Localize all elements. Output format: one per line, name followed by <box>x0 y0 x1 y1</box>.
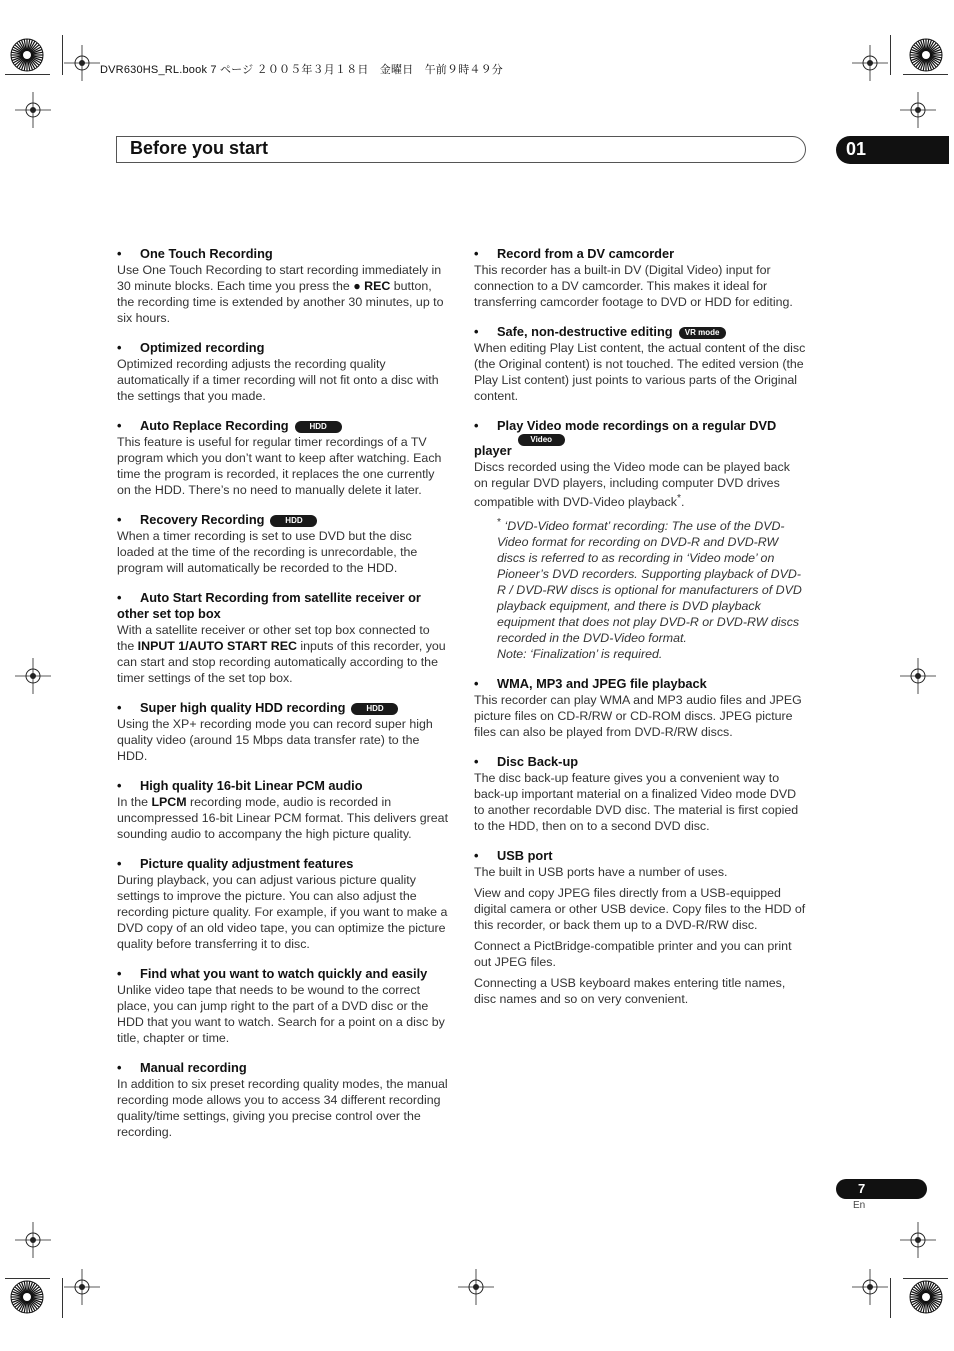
feature-section <box>117 778 450 842</box>
feature-heading-text: Auto Replace Recording <box>140 418 289 433</box>
feature-heading <box>117 700 450 716</box>
bold-term: INPUT 1/AUTO START REC <box>137 639 297 653</box>
bold-term: ● REC <box>353 279 391 293</box>
chapter-number: 01 <box>846 139 867 159</box>
page-number: 7 <box>858 1181 866 1196</box>
feature-section <box>117 700 450 764</box>
feature-heading <box>117 418 450 434</box>
crosshair-icon <box>15 1222 51 1258</box>
text-run: When a timer recording is set to use DVD but the disc loaded at the time of the recording is unrecordable, the program will automatically be recorded to the HDD. <box>117 529 418 575</box>
crop-line <box>903 1278 948 1279</box>
bullet-icon: • <box>117 700 122 715</box>
text-run: This recorder can play WMA and MP3 audio files and JPEG picture files on CD-R/RW or CD-ROM discs. JPEG picture files can also be played from DVD-R/RW discs. <box>474 693 802 740</box>
feature-heading <box>474 246 807 262</box>
feature-description <box>474 864 807 880</box>
feature-section <box>474 246 807 310</box>
feature-heading-text: Disc Back-up <box>497 754 579 770</box>
crosshair-icon <box>900 92 936 128</box>
mode-badge: Video mode <box>518 434 565 446</box>
feature-heading <box>117 590 450 622</box>
starburst-icon <box>10 1280 44 1319</box>
crosshair-icon <box>458 1269 494 1305</box>
text-run: In the <box>117 795 152 809</box>
feature-description <box>474 885 807 933</box>
text-run: Connecting a USB keyboard makes entering title names, disc names and so on very convenient. <box>474 976 786 1007</box>
left-column <box>117 246 450 1154</box>
feature-description <box>474 459 807 510</box>
feature-description <box>474 975 807 1007</box>
feature-description <box>117 528 450 576</box>
mode-badge: HDD <box>351 703 398 715</box>
feature-heading <box>474 676 807 692</box>
feature-description <box>474 340 807 404</box>
text-run: When editing Play List content, the actual content of the disc (the Original content) is not touched. The edited version (the Play List content) just points to various parts of the Original content. <box>474 341 806 403</box>
text-run: The disc back-up feature gives you a convenient way to back-up important material on a finalized Video mode DVD to another recordable DVD disc. The material is first copied to the HDD, then on to a second DVD disc. <box>474 771 799 834</box>
feature-heading <box>474 324 807 340</box>
feature-heading <box>117 966 450 982</box>
feature-heading-text: Super high quality HDD recording <box>140 700 346 715</box>
bold-term: LPCM <box>151 795 187 809</box>
text-run: . <box>680 495 685 510</box>
starburst-icon <box>10 38 44 77</box>
feature-description <box>117 1076 450 1140</box>
crop-line <box>5 1278 50 1279</box>
text-run: Connect a PictBridge-compatible printer and you can print out JPEG files. <box>474 939 792 970</box>
feature-description <box>117 356 450 404</box>
feature-heading-text: Auto Start Recording from satellite receiver or other set top box <box>117 590 421 621</box>
feature-heading-text: Record from a DV camcorder <box>497 246 675 261</box>
crosshair-icon <box>852 45 888 81</box>
bullet-icon: • <box>117 590 122 605</box>
text-run: In addition to six preset recording quality modes, the manual recording mode allows you to access 34 different recording quality/time settings, giving you precise control over the recording. <box>117 1077 448 1139</box>
bullet-icon: • <box>474 418 479 433</box>
crop-line <box>5 74 50 75</box>
feature-section <box>117 590 450 686</box>
text-run: button, the recording time is extended by another 30 minutes, up to six hours. <box>117 279 444 325</box>
bullet-icon: • <box>474 754 479 770</box>
feature-heading-text: WMA, MP3 and JPEG file playback <box>497 676 707 692</box>
feature-section <box>117 512 450 576</box>
feature-description <box>117 434 450 498</box>
feature-heading-text: Optimized recording <box>140 340 265 355</box>
bullet-icon: • <box>117 246 122 261</box>
book-info: DVR630HS_RL.book 7 ページ ２００５年３月１８日 金曜日 午前９時４９分 <box>100 64 504 76</box>
footnote-text: ‘DVD-Video format’ recording: The use of the DVD-Video format for recording on DVD-R and DVD-RW discs is referred to as recording in ‘Video mode’ on Pioneer’s DVD recorders. Supporting playback of DVD-R / DVD-RW discs is optional for manufacturers of DVD playback equipment, and there is DVD playback equipment that does not play DVD-R or DVD-RW discs recorded in the DVD-Video format. <box>497 519 802 646</box>
feature-section <box>117 246 450 326</box>
bullet-icon: • <box>117 778 122 793</box>
feature-description <box>474 938 807 970</box>
bullet-icon: • <box>117 512 122 527</box>
feature-description <box>117 716 450 764</box>
footnote <box>497 515 807 662</box>
bullet-icon: • <box>117 966 122 981</box>
bullet-icon: • <box>474 848 479 864</box>
text-run: Unlike video tape that needs to be wound to the correct place, you can jump right to the part of a DVD disc or the HDD that you want to watch. Search for a point on a disc by title, chapter or time. <box>117 983 445 1045</box>
feature-description <box>117 262 450 326</box>
feature-heading <box>117 340 450 356</box>
text-run: This feature is useful for regular timer recordings of a TV program which you don’t want to keep after watching. Each time the program is recorded, it replaces the one currently on the HDD. There’s no need to manually delete it later. <box>117 435 442 497</box>
feature-section <box>474 676 807 740</box>
crop-line <box>62 35 63 75</box>
mode-badge: VR mode <box>679 327 726 339</box>
feature-heading <box>117 856 450 872</box>
bullet-icon: • <box>474 676 479 692</box>
feature-section <box>474 418 807 662</box>
feature-heading <box>117 1060 450 1076</box>
feature-section <box>117 340 450 404</box>
feature-description <box>117 982 450 1046</box>
feature-heading <box>474 848 807 864</box>
feature-heading-text: Picture quality adjustment features <box>140 856 354 871</box>
mode-badge: HDD <box>270 515 317 527</box>
feature-description <box>117 794 450 842</box>
feature-heading <box>474 418 807 459</box>
starburst-icon <box>909 38 943 77</box>
crop-line <box>62 1278 63 1318</box>
feature-heading-text: Safe, non-destructive editing <box>497 324 673 339</box>
page-language: En <box>853 1200 866 1211</box>
feature-heading <box>117 512 450 528</box>
text-run: During playback, you can adjust various picture quality settings to improve the picture. You can also adjust the recording picture quality. For example, if you want to make a DVD copy of an old video tape, you can optimize the picture quality before transferring it to disc. <box>117 873 448 951</box>
text-run: Use One Touch Recording to start recording immediately in 30 minute blocks. Each time you press the <box>117 263 442 293</box>
feature-description <box>117 622 450 686</box>
feature-heading-text: Manual recording <box>140 1060 247 1075</box>
feature-section <box>474 848 807 1007</box>
page-number-tab <box>836 1179 927 1199</box>
text-run: This recorder has a built-in DV (Digital Video) input for connection to a DV camcorder. This makes it ideal for transferring camcorder footage to DVD or HDD for editing. <box>474 263 793 309</box>
crosshair-icon <box>15 92 51 128</box>
bullet-icon: • <box>117 856 122 871</box>
bullet-icon: • <box>117 1060 122 1075</box>
crosshair-icon <box>64 45 100 81</box>
feature-section <box>117 856 450 952</box>
crop-line <box>890 35 891 75</box>
text-run: The built in USB ports have a number of uses. <box>474 865 728 880</box>
bullet-icon: • <box>117 418 122 433</box>
feature-description <box>117 872 450 952</box>
footnote-note: Note: ‘Finalization’ is required. <box>497 647 663 662</box>
bullet-icon: • <box>117 340 122 355</box>
crop-line <box>903 74 948 75</box>
feature-description <box>474 692 807 740</box>
text-run: recording mode, audio is recorded in uncompressed 16-bit Linear PCM format. This delivers great sounding audio to accompany the high picture quality. <box>117 795 449 841</box>
feature-section <box>474 754 807 834</box>
feature-heading-text: One Touch Recording <box>140 246 273 261</box>
text-run: inputs of this recorder, you can start and stop recording automatically according to the timer settings of the set top box. <box>117 639 446 685</box>
bullet-icon: • <box>474 246 479 261</box>
feature-heading <box>117 246 450 262</box>
crosshair-icon <box>900 658 936 694</box>
crop-line <box>890 1278 891 1318</box>
crosshair-icon <box>900 1222 936 1258</box>
feature-section <box>474 324 807 404</box>
feature-section <box>117 966 450 1046</box>
crosshair-icon <box>64 1269 100 1305</box>
feature-heading <box>117 778 450 794</box>
feature-heading-text: USB port <box>497 848 553 864</box>
text-run: Discs recorded using the Video mode can be played back on regular DVD players, including computer DVD drives compatible with DVD-Video playback <box>474 460 790 510</box>
feature-heading-text: High quality 16-bit Linear PCM audio <box>140 778 363 793</box>
text-run: View and copy JPEG files directly from a USB-equipped digital camera or other USB device. Copy files to the HDD of this recorder, or back them up to a DVD-R/RW disc. <box>474 886 806 933</box>
starburst-icon <box>909 1280 943 1319</box>
footnote-marker: * <box>676 493 681 504</box>
feature-description <box>474 262 807 310</box>
feature-heading-text: Play Video mode recordings on a regular DVD player <box>474 418 777 458</box>
feature-description <box>474 770 807 834</box>
bullet-icon: • <box>474 324 479 339</box>
text-run: Using the XP+ recording mode you can record super high quality video (around 15 Mbps data transfer rate) to the HDD. <box>117 717 433 763</box>
crosshair-icon <box>852 1269 888 1305</box>
feature-section <box>117 1060 450 1140</box>
feature-heading <box>474 754 807 770</box>
crosshair-icon <box>15 658 51 694</box>
feature-heading-text: Recovery Recording <box>140 512 265 527</box>
right-column <box>474 246 807 1021</box>
footnote-marker: * <box>497 517 502 529</box>
text-run: Optimized recording adjusts the recording quality automatically if a timer recording will not fit onto a disc with the settings that you made. <box>117 357 439 403</box>
text-run: With a satellite receiver or other set top box connected to the <box>117 623 430 653</box>
page-title: Before you start <box>130 138 269 158</box>
mode-badge: HDD <box>295 421 342 433</box>
feature-heading-text: Find what you want to watch quickly and easily <box>140 966 428 981</box>
feature-section <box>117 418 450 498</box>
